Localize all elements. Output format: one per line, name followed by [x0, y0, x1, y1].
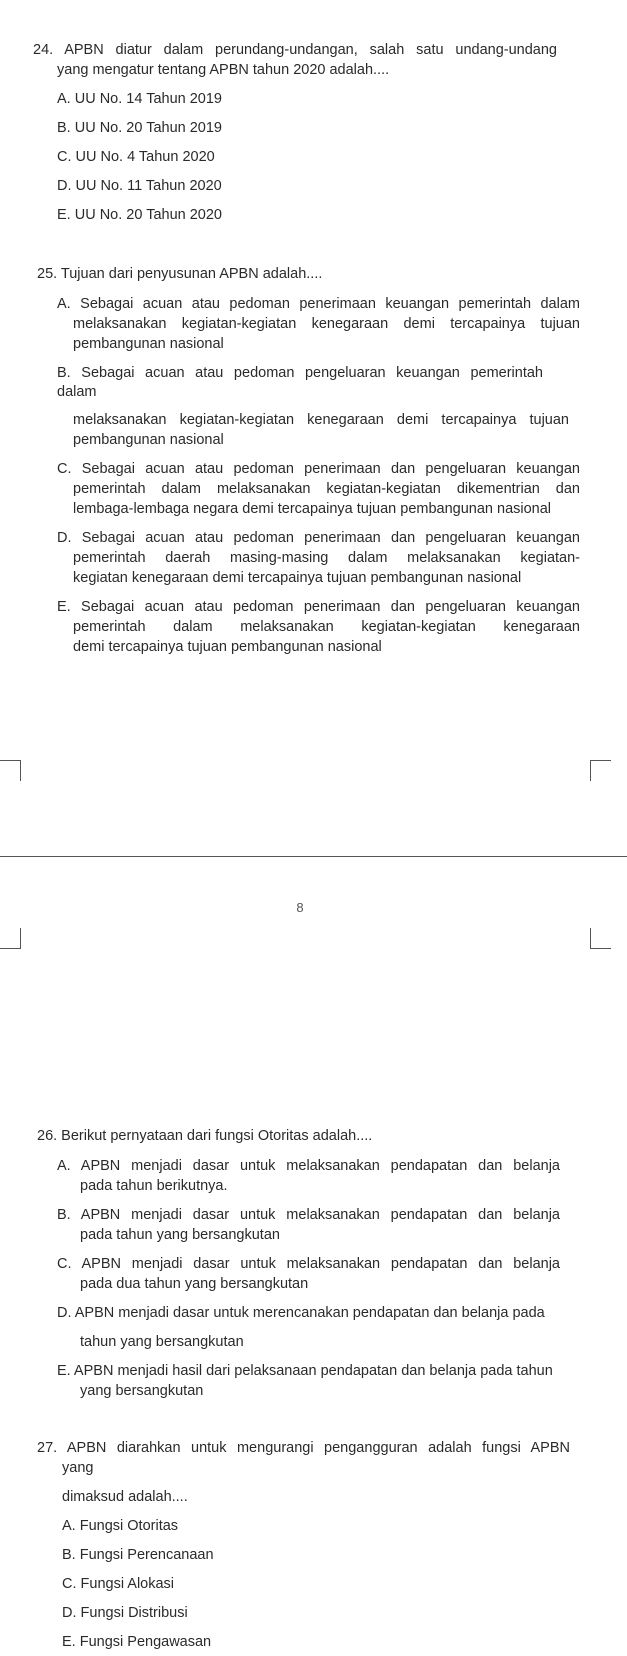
q24-stem-line2: yang mengatur tentang APBN tahun 2020 adalah.... [57, 62, 390, 78]
q24-option-a: A. UU No. 14 Tahun 2019 [57, 91, 222, 107]
q26-option-d-line1: D. APBN menjadi dasar untuk merencanakan pendapatan dan belanja pada [57, 1305, 545, 1321]
q25-option-b-line3: melaksanakan kegiatan-kegiatan kenegaraan demi tercapainya tujuan [73, 412, 569, 428]
q26-option-a-line2: pada tahun berikutnya. [80, 1178, 228, 1194]
q26-option-b-line2: pada tahun yang bersangkutan [80, 1227, 280, 1243]
q25-option-a-line1: A. Sebagai acuan atau pedoman penerimaan keuangan pemerintah dalam [57, 296, 580, 312]
q24-option-d: D. UU No. 11 Tahun 2020 [57, 178, 222, 194]
q27-option-b: B. Fungsi Perencanaan [62, 1547, 214, 1563]
q25-option-b-line4: pembangunan nasional [73, 432, 224, 448]
page-break-rule [0, 856, 627, 857]
q25-option-e-line2: pemerintah dalam melaksanakan kegiatan-kegiatan kenegaraan [73, 619, 580, 635]
q26-option-e-line1: E. APBN menjadi hasil dari pelaksanaan pendapatan dan belanja pada tahun [57, 1363, 553, 1379]
q25-option-b-line2: dalam [57, 384, 97, 400]
crop-mark-bottom-right [590, 928, 611, 949]
q24-option-e: E. UU No. 20 Tahun 2020 [57, 207, 222, 223]
q25-option-e-line3: demi tercapainya tujuan pembangunan nasional [73, 639, 382, 655]
q24-option-b: B. UU No. 20 Tahun 2019 [57, 120, 222, 136]
q25-option-c-line2: pemerintah dalam melaksanakan kegiatan-kegiatan dikementrian dan [73, 481, 580, 497]
crop-mark-bottom-left [0, 928, 21, 949]
q27-option-e: E. Fungsi Pengawasan [62, 1634, 212, 1650]
q25-option-c-line3: lembaga-lembaga negara demi tercapainya tujuan pembangunan nasional [73, 501, 552, 517]
q25-option-a-line3: pembangunan nasional [73, 336, 224, 352]
q27-option-a: A. Fungsi Otoritas [62, 1518, 179, 1534]
q27-stem-line1: 27. APBN diarahkan untuk mengurangi pengangguran adalah fungsi APBN [37, 1440, 570, 1456]
q25-option-b-line1: B. Sebagai acuan atau pedoman pengeluaran keuangan pemerintah [57, 365, 543, 381]
q27-option-c: C. Fungsi Alokasi [62, 1576, 175, 1592]
q25-option-d-line2: pemerintah daerah masing-masing dalam melaksanakan kegiatan- [73, 550, 580, 566]
q25-option-e-line1: E. Sebagai acuan atau pedoman penerimaan dan pengeluaran keuangan [57, 599, 580, 615]
q26-option-b-line1: B. APBN menjadi dasar untuk melaksanakan pendapatan dan belanja [57, 1207, 560, 1223]
q25-option-d-line3: kegiatan kenegaraan demi tercapainya tujuan pembangunan nasional [73, 570, 522, 586]
q24-stem-line1: 24. APBN diatur dalam perundang-undangan, salah satu undang-undang [33, 42, 557, 58]
page-number: 8 [296, 900, 304, 915]
q25-option-d-line1: D. Sebagai acuan atau pedoman penerimaan dan pengeluaran keuangan [57, 530, 580, 546]
q26-option-a-line1: A. APBN menjadi dasar untuk melaksanakan pendapatan dan belanja [57, 1158, 560, 1174]
q24-option-c: C. UU No. 4 Tahun 2020 [57, 149, 215, 165]
q26-option-c-line2: pada dua tahun yang bersangkutan [80, 1276, 309, 1292]
q26-option-e-line2: yang bersangkutan [80, 1383, 204, 1399]
q25-option-a-line2: melaksanakan kegiatan-kegiatan kenegaraan demi tercapainya tujuan [73, 316, 580, 332]
crop-mark-top-left [0, 760, 21, 781]
q27-stem-line3: dimaksud adalah.... [62, 1489, 188, 1505]
q27-stem-line2: yang [62, 1460, 94, 1476]
q27-option-d: D. Fungsi Distribusi [62, 1605, 188, 1621]
q26-option-c-line1: C. APBN menjadi dasar untuk melaksanakan pendapatan dan belanja [57, 1256, 560, 1272]
q25-option-c-line1: C. Sebagai acuan atau pedoman penerimaan dan pengeluaran keuangan [57, 461, 580, 477]
q26-stem: 26. Berikut pernyataan dari fungsi Otoritas adalah.... [37, 1128, 373, 1144]
q25-stem: 25. Tujuan dari penyusunan APBN adalah.... [37, 266, 323, 282]
crop-mark-top-right [590, 760, 611, 781]
q26-option-d-line2: tahun yang bersangkutan [80, 1334, 244, 1350]
